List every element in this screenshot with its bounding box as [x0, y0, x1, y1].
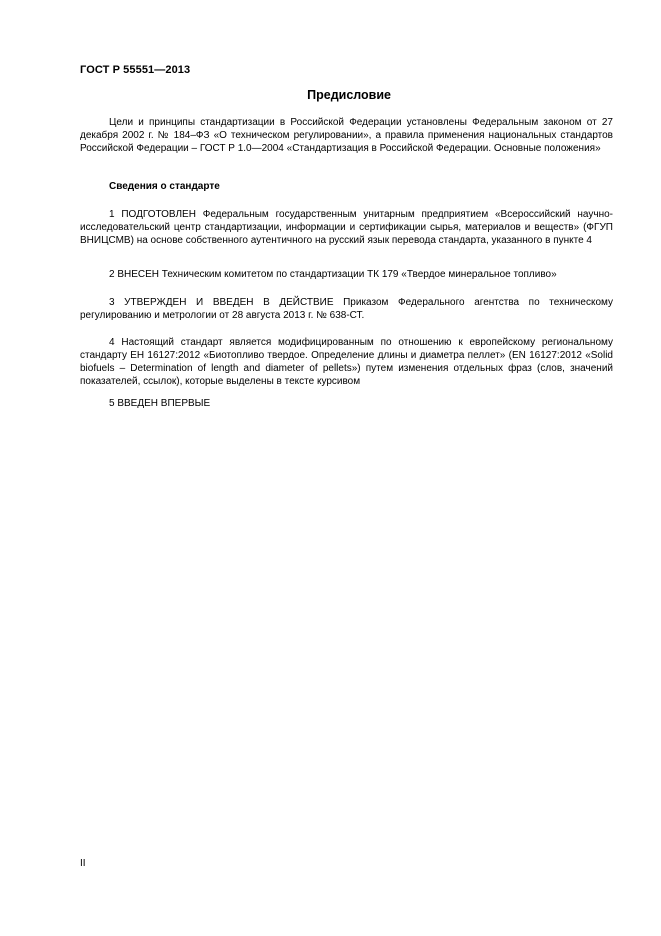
page-number: II — [80, 858, 86, 869]
item-4-text: 4 Настоящий стандарт является модифицированным по отношению к европейскому региональному стандарту ЕН 16127:2012 «Биотопливо твердое. Определение длины и диаметра пеллет» (EN 16127:2012 «Solid biofuels – Determination of length and diameter of pellets») путем изменения отдельных фраз (слов, значений показателей, ссылок), которые выделены в тексте курсивом — [80, 337, 613, 387]
list-item — [80, 268, 613, 281]
intro-paragraph — [80, 116, 613, 155]
item-3-text: 3 УТВЕРЖДЕН И ВВЕДЕН В ДЕЙСТВИЕ Приказом Федерального агентства по техническому регулированию и метрологии от 28 августа 2013 г. № 638-СТ. — [80, 297, 613, 321]
item-5-text: 5 ВВЕДЕН ВПЕРВЫЕ — [109, 398, 211, 409]
list-item — [80, 208, 613, 247]
standard-code-header: ГОСТ Р 55551—2013 — [80, 64, 191, 76]
intro-text: Цели и принципы стандартизации в Российской Федерации установлены Федеральным законом от 27 декабря 2002 г. № 184–ФЗ «О техническом регулировании», а правила применения национальных стандартов Российской Федерации – ГОСТ Р 1.0—2004 «Стандартизация в Российской Федерации. Основные положения» — [80, 117, 613, 154]
list-item — [80, 397, 613, 410]
page-title: Предисловие — [307, 88, 391, 102]
item-2-text: 2 ВНЕСЕН Техническим комитетом по стандартизации ТК 179 «Твердое минеральное топливо» — [109, 269, 557, 280]
item-1-text: 1 ПОДГОТОВЛЕН Федеральным государственным унитарным предприятием «Всероссийский научно-исследовательский центр стандартизации, информации и сертификации сырья, материалов и веществ» (ФГУП ВНИЦСМВ) на основе собственного аутентичного на русский язык перевода стандарта, указанного в пункте 4 — [80, 209, 613, 246]
section-heading: Сведения о стандарте — [109, 181, 220, 192]
list-item — [80, 296, 613, 322]
list-item — [80, 336, 613, 388]
